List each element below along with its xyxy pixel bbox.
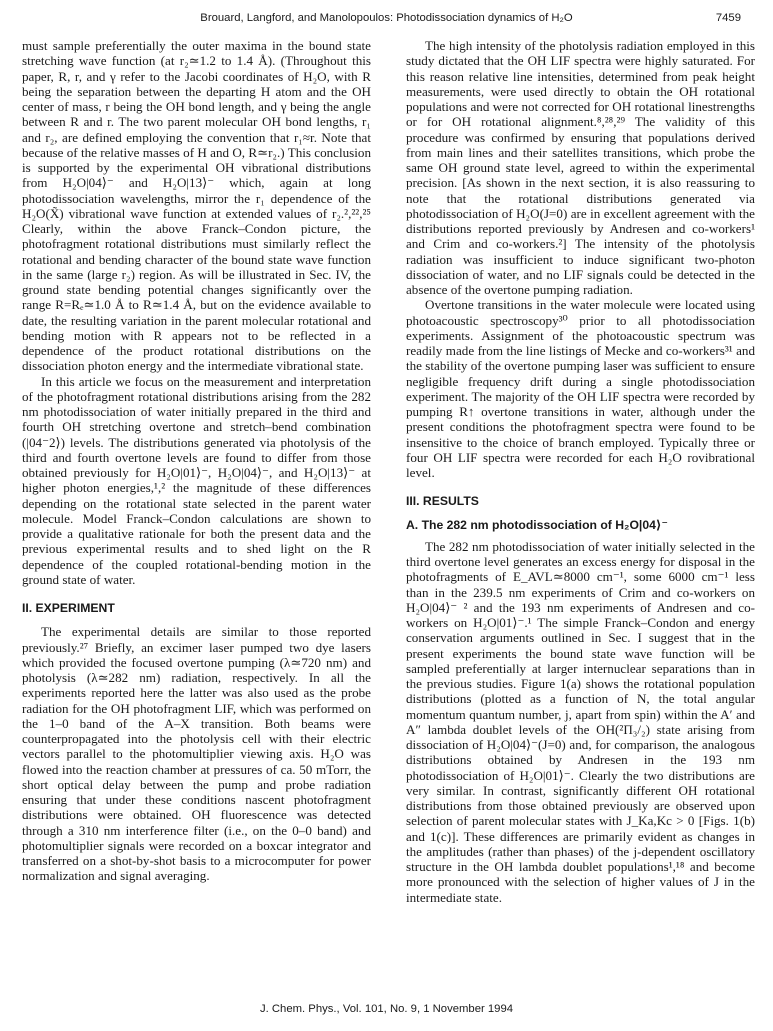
- right-column: [406, 38, 755, 905]
- subsection-heading-282nm: A. The 282 nm photodissociation of H₂O|04⟩⁻: [406, 517, 668, 532]
- running-header: [0, 12, 773, 28]
- section-heading-experiment: II. EXPERIMENT: [22, 601, 115, 615]
- journal-footer: J. Chem. Phys., Vol. 101, No. 9, 1 November 1994: [259, 1003, 514, 1015]
- paragraph-continued: must sample preferentially the outer maxima in the bound state stretching wave function (at r₂≃1.2 to 1.4 Å). (Throughout this paper, R, r, and γ refer to the Jacobi coordinates of H₂O, with R being the separation between the departing H atom and the OH center of mass, r being the OH bond length, and γ being the angle between R and r. The two parent molecular OH bond lengths, r₁ and r₂, are defined employing the convention that r₁≈r. Note that because of the relative masses of H and O, R≃r₂.) This conclusion is supported by the experimental OH vibrational distributions from H₂O|04⟩⁻ and H₂O|13⟩⁻ which, again at long photodissociation wavelengths, mirror the r₁ dependence of the H₂O(X̃) vibrational wave function at extended values of r₂.²,²²,²⁵ Clearly, within the above Franck–Condon picture, the photofragment rotational distributions must similarly reflect the rotational and bending character of the bound state wave function in the same (large r₂) region. As will be illustrated in Sec. IV, the ground state bending potential changes significantly over the range R=Rₑ≃1.0 Å to R≃1.4 Å, but on the evidence available to date, the resulting variation in the parent molecular rotational and bending motion with R appears not to be reflected in a dependence of the product rotational distributions on the dissociation photon energy and the intermediate vibrational state.: [22, 38, 371, 374]
- paragraph-experiment: The experimental details are similar to those reported previously.²⁷ Briefly, an excimer laser pumped two dye lasers which provided the focused overtone pumping (λ≃720 nm) and photolysis (λ≃282 nm) radiation, respectively. In all the experiments reported here the latter was also used as the probe radiation for the OH photofragment LIF, which was performed on the 1–0 band of the A–X transition. Both beams were counterpropagated into the photolysis cell with their electric vectors parallel to the photomultiplier viewing axis. H₂O was flowed into the reaction chamber at pressures of ca. 50 mTorr, the short optical delay between the pump and probe radiation ensuring that under these conditions nascent photofragment distributions were obtained. OH fluorescence was detected through a 310 nm interference filter (i.e., on the 0–0 band) and photomultiplier signals were recorded on a boxcar integrator and transferred on a shot-by-shot basis to a microcomputer for power normalization and signal averaging.: [22, 624, 371, 884]
- section-heading-results: III. RESULTS: [406, 494, 479, 509]
- paragraph-lif-saturation: The high intensity of the photolysis radiation employed in this study dictated that the OH LIF spectra were highly saturated. For this reason relative line intensities, determined from peak height measurements, were used directly to obtain the OH rotational populations and were not corrected for OH rotational linestrengths or for OH rotational alignment.⁸,²⁸,²⁹ The validity of this procedure was confirmed by ensuring that populations derived from main lines and their satellites transitions, which probe the same OH ground state level, agreed to within the experimental precision. [As shown in the next section, it is also reassuring to note that the rotational distributions generated via photodissociation of H₂O(J=0) are in excellent agreement with the distributions reported previously by Andresen and co-workers¹ and Crim and co-workers.²] The intensity of the photolysis radiation was insufficient to induce significant two-photon dissociation of water, and no LIF signals could be detected in the absence of the overtone pumping radiation.: [406, 38, 755, 297]
- left-column: [22, 38, 371, 884]
- paragraph-results-282nm: The 282 nm photodissociation of water initially selected in the third overtone level generates an excess energy for disposal in the photofragments of E_AVL≃8000 cm⁻¹, some 6000 cm⁻¹ less than in the 239.5 nm experiments of Crim and co-workers on H₂O|04⟩⁻ ² and the 193 nm experiments of Andresen and co-workers on H₂O|01⟩⁻.¹ The simple Franck–Condon and energy conservation arguments outlined in Sec. I suggest that in the present experiments the bound state wave function will be sampled preferentially at larger internuclear separations than in the previous studies. Figure 1(a) shows the rotational population distributions (plotted as a function of N, the total angular momentum quantum number, j, apart from spin) within the A′ and A″ lambda doublet levels of the OH(²Π₃/₂) state arising from dissociation of H₂O|04⟩⁻(J=0) and, for comparison, the analogous distributions obtained by Andresen in the 193 nm photodissociation of H₂O|01⟩⁻. Clearly the two distributions are very similar. In contrast, significantly different OH rotational distributions from those obtained previously are observed upon selection of parent molecular states with J_Ka,Kc > 0 [Figs. 1(b) and 1(c)]. These differences are primarily evident as changes in the amplitudes (rather than phases) of the j-dependent oscillatory structure in the OH lambda doublet populations¹,¹⁸ and become more pronounced with the selection of higher values of J in the intermediate state.: [406, 538, 755, 905]
- running-header-title: Brouard, Langford, and Manolopoulos: Photodissociation dynamics of H₂O: [200, 12, 573, 24]
- page-number: 7459: [715, 12, 741, 24]
- paragraph-overtone-transitions: Overtone transitions in the water molecule were located using photoacoustic spectroscopy³⁰ prior to all photodissociation experiments. Assignment of the photoacoustic spectrum was readily made from the line listings of Mecke and co-workers³¹ and the stability of the overtone pumping laser was sufficient to ensure negligible frequency drift during a single photodissociation experiment. The majority of the OH LIF spectra were recorded by pumping R↑ overtone transitions in water, although under the present conditions the photofragment spectra were found to be insensitive to the choice of branch employed. Typically three or four OH LIF spectra were recorded for each H₂O rovibrational level.: [406, 297, 755, 480]
- paragraph-introduction-focus: In this article we focus on the measurement and interpretation of the photofragment rotational distributions arising from the 282 nm photodissociation of water initially prepared in the third and fourth OH stretching overtone and stretch–bend combination (|04⁻2⟩) levels. The distributions generated via photolysis of the third and fourth overtone levels are found to differ from those obtained previously for H₂O|01⟩⁻, H₂O|04⟩⁻, and H₂O|13⟩⁻ at higher photon energies,¹,² the magnitude of these differences depending on the rotational state selected in the parent water molecule. Model Franck–Condon calculations are shown to provide a qualitative rationale for both the present data and the previous experimental results and to shed light on the R dependence of the coupled rotational-bending motion in the ground state of water.: [22, 373, 371, 587]
